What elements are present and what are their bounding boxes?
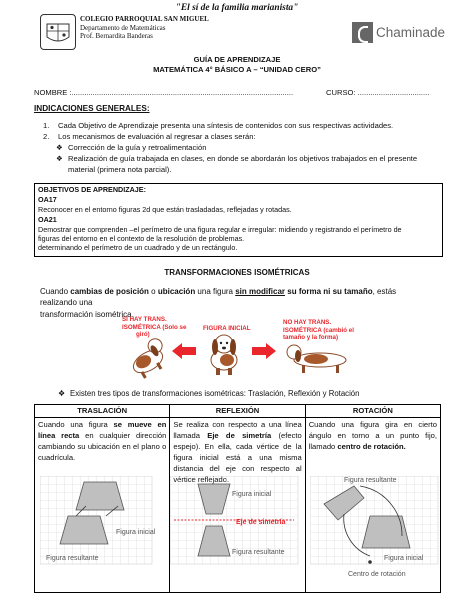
oa21-line1: Demostrar que comprenden –el perímetro de una figura regular e irregular: midiendo y registrando el perímetro de (38, 225, 402, 234)
label-initial-figure: FIGURA INICIAL (203, 325, 251, 332)
intro-bold-position: cambias de posición (70, 287, 149, 296)
bullet-text-2: Realización de guía trabajada en clases, en donde se abordarán los objetivos trabajados en el presente (68, 154, 418, 163)
translation-bold: se mueve en línea recta (38, 420, 167, 441)
translation-initial-shape (76, 482, 124, 510)
guide-title: GUÍA DE APRENDIZAJE (193, 55, 281, 64)
rotation-initial-shape (362, 516, 410, 548)
dog-stretched (287, 345, 346, 373)
indication-text-2: Los mecanismos de evaluación al regresar a clases serán: (58, 132, 256, 141)
chaminade-logo-text: Chaminade (376, 25, 446, 40)
label-rotated-line: SI HAY TRANS. (122, 316, 167, 323)
chaminade-logo-mark (352, 22, 373, 43)
intro-bold-shape: su forma ni su tamaño (285, 287, 373, 296)
translation-description (38, 419, 166, 463)
dog-initial (211, 335, 237, 375)
diamond-bullet-icon: ❖ (58, 389, 65, 398)
oa21-code: OA21 (38, 215, 57, 224)
indication-text-1: Cada Objetivo de Aprendizaje presenta una síntesis de contenidos con sus respectivas actividades. (58, 121, 394, 130)
arrow-left-icon (172, 343, 196, 359)
indication-num-1: 1. (43, 121, 50, 130)
intro-text-line2: transformación isométrica. (40, 309, 134, 319)
indications-heading: INDICACIONES GENERALES: (34, 104, 150, 113)
intro-text: Cuando (40, 287, 71, 296)
header-translation: TRASLACIÓN (35, 405, 170, 418)
reflection-diagram (170, 476, 300, 568)
types-text: Existen tres tipos de transformaciones isométricas: Traslación, Reflexión y Rotación (70, 389, 360, 398)
rotation-diagram (310, 476, 440, 580)
intro-paragraph (40, 286, 435, 320)
school-logo (40, 14, 76, 50)
header-reflection: REFLEXIÓN (170, 405, 305, 418)
dog-illustrations (120, 330, 380, 382)
oa21-line3: determinando el perímetro de un cuadrado y de un rectángulo. (38, 243, 238, 252)
translation-fig-result-label: Figura resultante (46, 555, 99, 562)
objectives-heading: OBJETIVOS DE APRENDIZAJE: (38, 185, 146, 194)
diamond-bullet-icon: ❖ (56, 154, 63, 163)
reflection-fig-result-label: Figura resultante (232, 549, 285, 556)
dog-rotated (126, 336, 173, 380)
label-not-isometric-line: NO HAY TRANS. (283, 319, 332, 326)
intro-bold-without-modify: sin modificar (235, 287, 286, 296)
intro-bold-location: ubicación (157, 287, 196, 296)
oa17-code: OA17 (38, 195, 57, 204)
label-rotated-line: ISOMÉTRICA (Solo se (122, 323, 187, 331)
translation-text: Cuando una figura (38, 420, 114, 429)
diamond-bullet-icon: ❖ (56, 143, 63, 152)
bullet-text-1: Corrección de la guía y retroalimentación (68, 143, 207, 152)
indication-num-2: 2. (43, 132, 50, 141)
rotation-bold: centro de rotación. (337, 442, 406, 452)
chaminade-logo (352, 21, 446, 45)
rotation-center-label: Centro de rotación (348, 571, 406, 578)
motto: "El sí de la familia marianista" (175, 3, 299, 13)
name-field[interactable]: NOMBRE :......................................................................................................... (34, 88, 294, 97)
translation-result-shape (60, 516, 108, 544)
translation-diagram (40, 476, 156, 568)
rotation-description (309, 419, 437, 452)
symmetry-axis-label: Eje de simetría (236, 519, 286, 526)
oa17-text: Reconocer en el entorno figuras 2d que están trasladadas, reflejadas y rotadas. (38, 205, 292, 214)
department: Departamento de Matemáticas (80, 23, 166, 32)
arrow-right-icon (252, 343, 276, 359)
rotation-center-point (368, 560, 372, 564)
label-not-isometric-line: tamaño y la forma) (283, 334, 339, 342)
intro-text: , estás realizando una (40, 287, 397, 308)
label-rotated-line: giró) (136, 331, 150, 339)
rotation-text: Cuando una figura gira en cierto ángulo en torno a un punto fijo, llamado (308, 420, 437, 452)
school-block (80, 15, 209, 41)
translation-fig-initial-label: Figura inicial (116, 529, 156, 536)
label-not-isometric-line: ISOMÉTRICA (cambió el (283, 326, 354, 334)
guide-subtitle: MATEMÁTICA 4° BÁSICO A – “UNIDAD CERO” (153, 65, 321, 74)
objectives-box (34, 183, 443, 257)
section-heading: TRANSFORMACIONES ISOMÉTRICAS (164, 268, 310, 277)
teacher: Prof. Bernardita Banderas (80, 32, 153, 41)
oa21-line2: figuras del entorno en el contexto de la resolución de problemas. (38, 234, 245, 243)
rotation-fig-result-label: Figura resultante (344, 477, 397, 484)
intro-text: o (148, 287, 158, 296)
translation-text: en cualquier dirección cambiando su ubicación en el plano o cuadrícula. (38, 431, 167, 463)
bullet-text-3: material (primera nota parcial). (68, 165, 172, 174)
reflection-text: Se realiza con respecto a una línea llamada (173, 420, 302, 441)
rotation-fig-initial-label: Figura inicial (384, 555, 424, 562)
reflection-text: (efecto espejo). En ella, cada vértice de la figura inicial está a una misma distancia del eje con respecto al (173, 431, 302, 474)
reflection-fig-initial-label: Figura inicial (232, 491, 272, 498)
header-rotation: ROTACIÓN (305, 405, 440, 418)
table-header-row (35, 405, 441, 418)
reflection-bold: Eje de simetría (207, 431, 272, 441)
intro-text: una figura (195, 287, 236, 296)
school-name: COLEGIO PARROQUIAL SAN MIGUEL (80, 15, 209, 23)
course-field[interactable]: CURSO: .................................. (326, 88, 430, 97)
